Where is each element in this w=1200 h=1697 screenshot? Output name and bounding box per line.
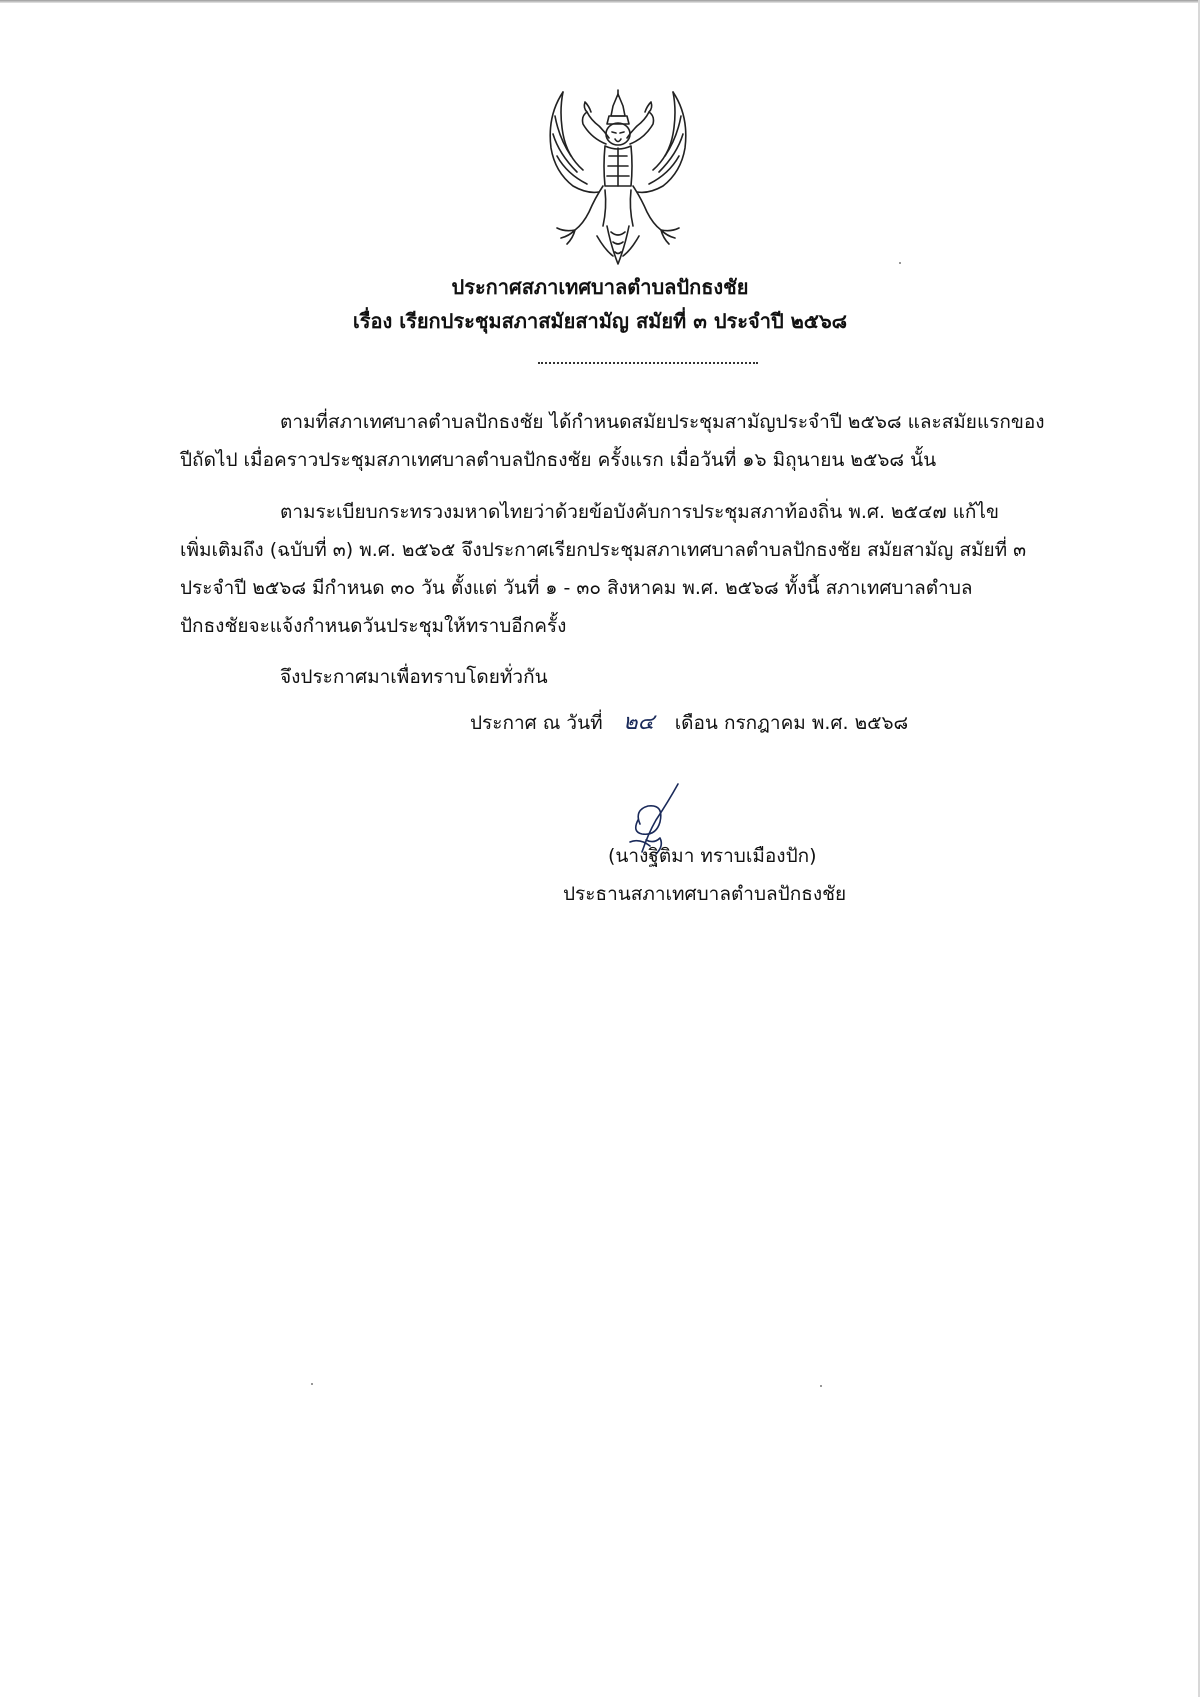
paragraph-2-line: เพิ่มเติมถึง (ฉบับที่ ๓) พ.ศ. ๒๕๖๕ จึงประกาศเรียกประชุมสภาเทศบาลตำบลปักธงชัย สมัยสามัญ สมัยที่ ๓ [180, 539, 1027, 561]
handwritten-day: ๒๔ [623, 710, 655, 735]
date-suffix: เดือน กรกฎาคม พ.ศ. ๒๕๖๘ [674, 712, 909, 734]
paragraph-2-line: ปักธงชัยจะแจ้งกำหนดวันประชุมให้ทราบอีกครั้ง [180, 615, 567, 637]
date-prefix: ประกาศ ณ วันที่ [470, 712, 603, 734]
signer-name: (นางฐิติมา ทราบเมืองปัก) [608, 845, 817, 867]
paragraph-2 [180, 493, 1110, 645]
paragraph-1-line: ตามที่สภาเทศบาลตำบลปักธงชัย ได้กำหนดสมัยประชุมสามัญประจำปี ๒๕๖๘ และสมัยแรกของ [280, 411, 1045, 433]
signer-position: ประธานสภาเทศบาลตำบลปักธงชัย [563, 883, 847, 905]
scan-edge-top [0, 0, 1200, 3]
scan-speck [820, 1385, 822, 1387]
garuda-emblem-icon [533, 86, 703, 270]
closing-statement: จึงประกาศมาเพื่อทราบโดยทั่วกัน [280, 666, 548, 688]
announcement-date [470, 705, 908, 741]
scan-speck [311, 1383, 313, 1385]
paragraph-1 [180, 403, 1110, 479]
announcement-subject: เรื่อง เรียกประชุมสภาสมัยสามัญ สมัยที่ ๓ ประจำปี ๒๕๖๘ [352, 309, 848, 333]
announcement-title: ประกาศสภาเทศบาลตำบลปักธงชัย [451, 275, 749, 299]
paragraph-2-line: ประจำปี ๒๕๖๘ มีกำหนด ๓๐ วัน ตั้งแต่ วันที่ ๑ - ๓๐ สิงหาคม พ.ศ. ๒๕๖๘ ทั้งนี้ สภาเทศบาลตำบล [180, 577, 973, 599]
paragraph-1-line: ปีถัดไป เมื่อคราวประชุมสภาเทศบาลตำบลปักธงชัย ครั้งแรก เมื่อวันที่ ๑๖ มิถุนายน ๒๕๖๘ นั้น [180, 449, 937, 471]
title-dotted-divider [538, 362, 758, 364]
paragraph-2-line: ตามระเบียบกระทรวงมหาดไทยว่าด้วยข้อบังคับการประชุมสภาท้องถิ่น พ.ศ. ๒๕๔๗ แก้ไข [280, 501, 999, 523]
scan-speck [899, 262, 901, 264]
